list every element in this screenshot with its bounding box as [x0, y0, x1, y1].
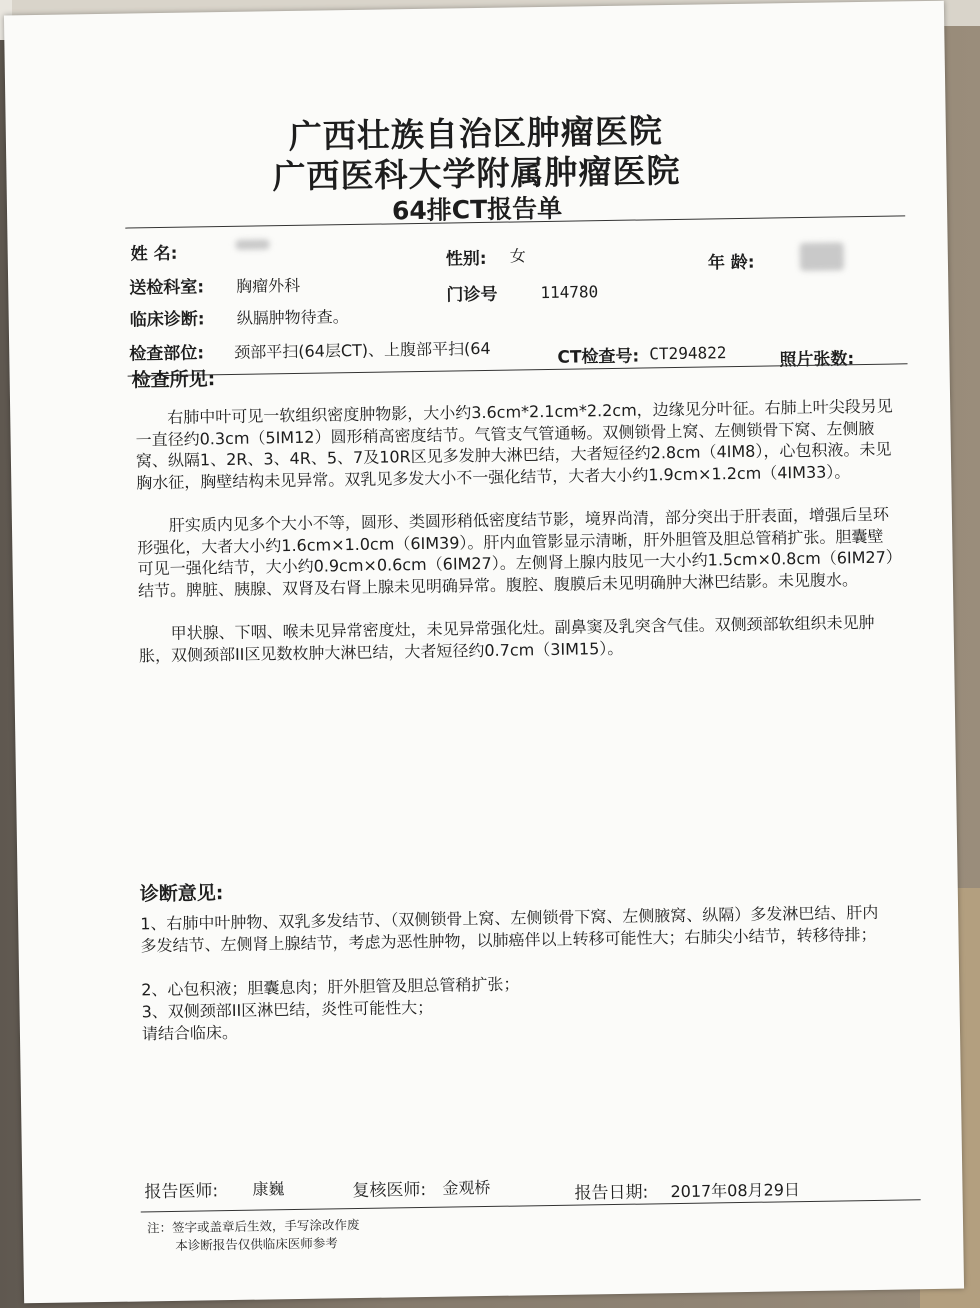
date-label: 报告日期: — [574, 1182, 649, 1204]
doctor-label: 报告医师: — [144, 1181, 219, 1203]
outpatient-value: 114780 — [540, 282, 599, 303]
reviewer-value: 金观桥 — [442, 1177, 491, 1198]
films-label: 照片张数: — [779, 349, 855, 371]
name-label: 姓 名: — [130, 243, 178, 265]
hospital-name-line1: 广西壮族自治区肿瘤医院 — [288, 111, 664, 156]
footer-note-1: 注：签字或盖章后生效，手写涂改作废 — [146, 1217, 360, 1236]
findings-abdomen: 肝实质内见多个大小不等，圆形、类圆形稍低密度结节影，境界尚清，部分突出于肝表面，增强后呈环形强化，大者大小约1.6cm×1.0cm（6IM39）。肝内血管影显示清晰，肝外胆管及胆总管稍扩张。胆囊壁可见一强化结节，大小约0.9cm×0.6cm（6IM27）。左侧肾上腺内肢见一大小约1.5cm×0.8cm（6IM27）结节。脾脏、胰腺、双肾及右肾上腺未见明确异常。腹腔、腹膜后未见明确肿大淋巴结影。未见腹水。 — [137, 504, 894, 600]
footer-note-2: 本诊断报告仅供临床医师参考 — [175, 1235, 338, 1253]
diagnosis-heading: 诊断意见: — [139, 882, 224, 906]
diagnosis-item-3: 3、双侧颈部II区淋巴结，炎性可能性大； — [141, 997, 434, 1022]
gender-value: 女 — [509, 246, 526, 266]
exam-site-value: 颈部平扫(64层CT)、上腹部平扫(64 — [234, 338, 491, 362]
report-title: 64排CT报告单 — [391, 193, 563, 226]
clinical-label: 临床诊断: — [129, 309, 205, 331]
age-label: 年 龄: — [707, 252, 755, 274]
doctor-value: 康巍 — [252, 1179, 285, 1199]
hospital-name-line2: 广西医科大学附属肿瘤医院 — [272, 150, 681, 197]
diagnosis-item-1: 1、右肺中叶肿物、双乳多发结节、（双侧锁骨上窝、左侧锁骨下窝、左侧腋窝、纵隔）多发淋巴结、肝内多发结节、左侧肾上腺结节，考虑为恶性肿物，以肺癌伴以上转移可能性大；右肺尖小结节，转移待排； — [140, 902, 879, 955]
ct-no-label: CT检查号: — [557, 346, 640, 368]
date-value: 2017年08月29日 — [670, 1180, 801, 1202]
redacted-name — [235, 239, 269, 250]
findings-heading: 检查所见: — [131, 368, 216, 392]
reviewer-label: 复核医师: — [352, 1179, 427, 1202]
diagnosis-item-2: 2、心包积液；胆囊息肉；肝外胆管及胆总管稍扩张； — [141, 974, 520, 1000]
outpatient-label: 门诊号 — [446, 284, 498, 306]
findings-neck: 甲状腺、下咽、喉未见异常密度灶，未见异常强化灶。副鼻窦及乳突含气佳。双侧颈部软组织未见肿胀，双侧颈部II区见数枚肿大淋巴结，大者短径约0.7cm（3IM15）。 — [138, 612, 875, 665]
redacted-age — [800, 242, 844, 271]
clinical-value: 纵膈肿物待查。 — [236, 307, 349, 328]
footer-divider — [141, 1199, 921, 1212]
diagnosis-item-4: 请结合临床。 — [141, 1022, 239, 1044]
ct-no-value: CT294822 — [649, 343, 727, 364]
gender-label: 性别: — [445, 248, 487, 270]
report-sheet — [4, 1, 964, 1304]
exam-site-label: 检查部位: — [129, 343, 205, 365]
findings-chest: 右肺中叶可见一软组织密度肿物影，大小约3.6cm*2.1cm*2.2cm，边缘见分叶征。右肺上叶尖段另见一直径约0.3cm（5IM12）圆形稍高密度结节。气管支气管通畅。双侧锁骨上窝、左侧锁骨下窝、左侧腋窝、纵隔1、2R、3、4R、5、7及10R区见多发肿大淋巴结，大者短径约2.8cm（4IM8），心包积液。未见胸水征，胸壁结构未见异常。双乳见多发大小不一强化结节，大者大小约1.9cm×1.2cm（4IM33）。 — [135, 396, 893, 492]
dept-label: 送检科室: — [129, 277, 205, 299]
dept-value: 胸瘤外科 — [236, 275, 301, 296]
